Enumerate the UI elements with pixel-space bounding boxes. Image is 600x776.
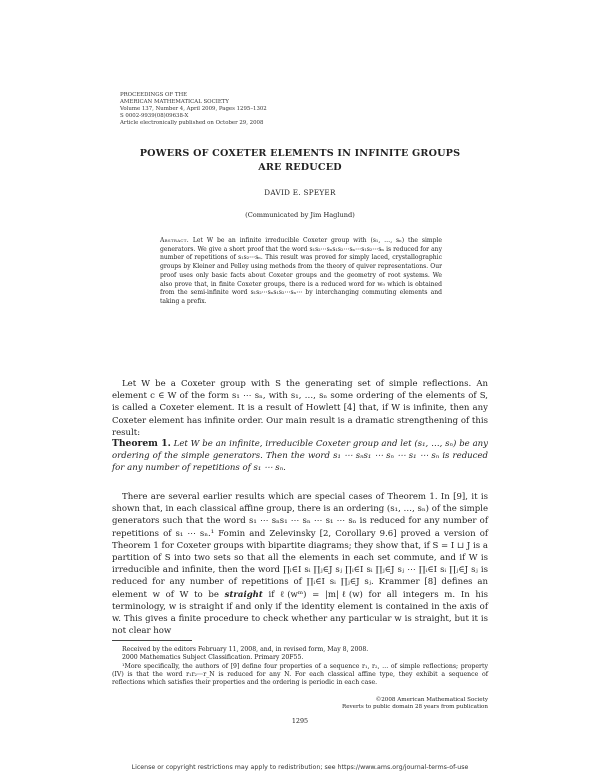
second-paragraph <box>112 491 488 637</box>
copyright-notice <box>340 697 488 711</box>
author: DAVID E. SPEYER <box>264 188 336 197</box>
title-line1: POWERS OF COXETER ELEMENTS IN INFINITE GROUPS <box>139 148 461 159</box>
received-note: Received by the editors February 11, 2008, and, in revised form, May 8, 2008. <box>122 646 369 653</box>
theorem-label: Theorem 1. <box>112 438 171 449</box>
para2-before: There are several earlier results which are special cases of Theorem 1. In [9], it is shown that, in each classical affine group, there is an ordering (s₁, …, sₙ) of the simple generators such that the word s₁ ⋯ sₙs₁ ⋯ sₙ ⋯ s₁ ⋯ sₙ is reduced for any number of repetitions of s₁ ⋯ sₙ.¹ Fomin and Zelevinsky [2, Corollary 9.6] proved a version of Theorem 1 for Coxeter groups with bipartite diagrams; they show that, if S = I ⊔ J is a partition of S into two sets so that all the elements in each set commute, and if W is irreducible and infinite, then the word ∏ᵢ∈I sᵢ ∏ⱼ∈J sⱼ ∏ᵢ∈I sᵢ ∏ⱼ∈J sⱼ ⋯ ∏ᵢ∈I sᵢ ∏ⱼ∈J sⱼ is reduced for any number of repetitions of ∏ᵢ∈I sᵢ ∏ⱼ∈J sⱼ. Krammer [8] defines an element w of W to be <box>112 492 488 600</box>
copyright-line2: Reverts to public domain 28 years from publication <box>341 704 488 710</box>
journal-name-line1: PROCEEDINGS OF THE <box>120 92 188 98</box>
theorem-1 <box>112 438 488 475</box>
theorem-text: Let W be an infinite, irreducible Coxeter group and let (s₁, …, sₙ) be any ordering of the simple generators. Then the word s₁ ⋯ sₙs₁ ⋯ sₙ ⋯ s₁ ⋯ sₙ is reduced for any number of repetitions of s₁ ⋯ sₙ. <box>112 439 488 474</box>
paper-title <box>100 147 500 175</box>
page-number: 1295 <box>291 717 309 725</box>
copyright-line1: ©2008 American Mathematical Society <box>375 697 488 703</box>
title-line2: ARE REDUCED <box>258 162 342 173</box>
msc-note: 2000 Mathematics Subject Classification. Primary 20F55. <box>122 654 304 661</box>
communicated-by: (Communicated by Jim Haglund) <box>245 211 355 219</box>
intro-paragraph: Let W be a Coxeter group with S the generating set of simple reflections. An element c ∈ W of the form s₁ ⋯ sₙ, with s₁, …, sₙ some ordering of the elements of S, is called a Coxeter element. It is a result of Howlett [4] that, if W is infinite, then any Coxeter element has infinite order. Our main result is a dramatic strengthening of this result: <box>112 379 488 438</box>
issn: S 0002-9939(08)09638-X <box>120 113 189 119</box>
footnote-divider <box>112 640 192 641</box>
license-link[interactable]: License or copyright restrictions may apply to redistribution; see https://www.ams.org/journal-terms-of-use <box>131 764 469 771</box>
para2-after: if ℓ(wᵐ) = |m|ℓ(w) for all integers m. In his terminology, w is straight if and only if the identity element is contained in the axis of w. This gives a finite procedure to check whether any particular w is straight, but it is not clear how <box>112 589 489 637</box>
license-footer <box>0 764 600 771</box>
journal-name-line2: AMERICAN MATHEMATICAL SOCIETY <box>120 99 229 105</box>
journal-header <box>120 92 420 127</box>
abstract-text: Let W be an infinite irreducible Coxeter group with (s₁, …, sₙ) the simple generators. We give a short proof that the word s₁s₂⋯sₙs₁s₂⋯sₙ⋯s₁s₂⋯sₙ is reduced for any number of repetitions of s₁s₂⋯sₙ. This result was proved for simply laced, crystallographic groups by Kleiner and Pelley using methods from the theory of quiver representations. Our proof uses only basic facts about Coxeter groups and the geometry of root systems. We also prove that, in finite Coxeter groups, there is a reduced word for w₀ which is obtained from the semi-infinite word s₁s₂⋯sₙs₁s₂⋯sₙ⋯ by interchanging commuting elements and taking a prefix. <box>160 237 442 305</box>
footnote-1: ¹More specifically, the authors of [9] define four properties of a sequence r₁, r₂, … of simple reflections; property (IV) is that the word r₁r₂⋯r_N is reduced for any N. For each classical affine type, they exhibit a sequence of reflections which satisfies their properties and the ordering is periodic in each case. <box>112 663 488 687</box>
abstract-label: Abstract. <box>160 237 189 244</box>
straight-term: straight <box>224 589 263 600</box>
publication-date: Article electronically published on October 29, 2008 <box>120 120 264 126</box>
volume-info: Volume 137, Number 4, April 2009, Pages 1295–1302 <box>120 106 267 112</box>
abstract <box>160 237 442 307</box>
